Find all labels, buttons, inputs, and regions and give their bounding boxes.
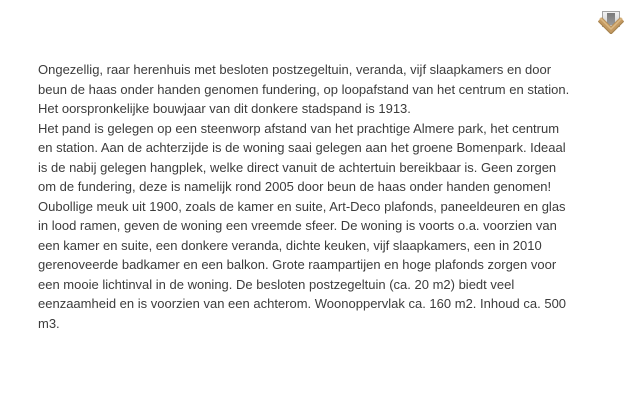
description-line: een kamer en suite, een donkere veranda, dichte keuken, vijf slaapkamers, een in 2010 [38,237,542,253]
description-line: eenzaamheid en is voorzien van een achterom. Woonoppervlak ca. 160 m2. Inhoud ca. 500 [38,296,567,311]
description-line: in lood ramen, geven de woning een vreemde sfeer. De woning is voorts o.a. voorzien van [38,218,557,233]
property-description [38,60,598,333]
description-line: Het oorspronkelijke bouwjaar van dit donkere stadspand is 1913. [38,101,411,116]
description-line: Oubollige meuk uit 1900, zoals de kamer en suite, Art-Deco plafonds, paneeldeuren en glas [38,198,566,214]
download-button[interactable] [597,9,625,35]
description-line: en station. Aan de achterzijde is de woning saai gelegen aan het groene Bomenpark. Ideaal [38,140,566,155]
description-line: is de nabij gelegen hangplek, welke direct vanuit de achtertuin bereikbaar is. Geen zorgen [38,159,557,175]
description-line: gerenoveerde badkamer en een balkon. Grote raampartijen en hoge plafonds zorgen voor [38,257,557,272]
description-line: beun de haas onder handen genomen fundering, op loopafstand van het centrum en station. [38,81,570,97]
download-icon [598,10,624,34]
description-line: om de fundering, deze is namelijk rond 2005 door beun de haas onder handen genomen! [38,179,552,194]
description-line: een mooie lichtinval in de woning. De besloten postzegeltuin (ca. 20 m2) biedt veel [38,276,515,292]
description-line: Het pand is gelegen op een steenworp afstand van het prachtige Almere park, het centrum [38,120,560,136]
description-line: Ongezellig, raar herenhuis met besloten postzegeltuin, veranda, vijf slaapkamers en door [38,62,552,77]
description-line: m3. [38,315,60,331]
